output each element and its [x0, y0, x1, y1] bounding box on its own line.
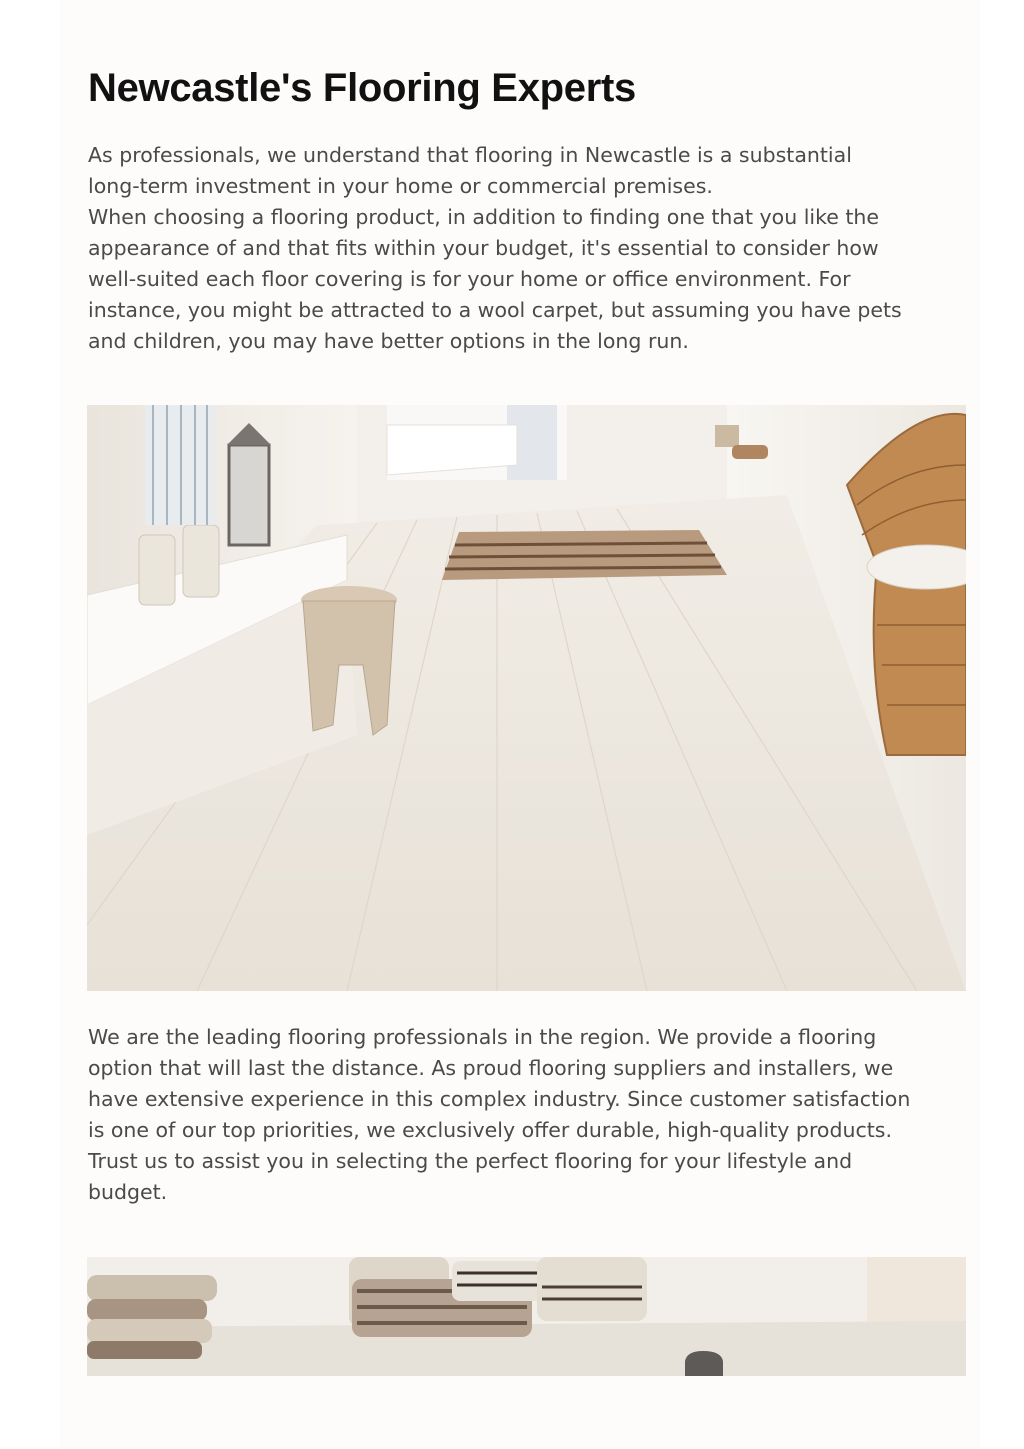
intro-paragraph	[88, 140, 968, 357]
intro-line: As professionals, we understand that flooring in Newcastle is a substantial	[88, 143, 852, 167]
body-line: budget.	[88, 1180, 168, 1204]
white-plank-floor-room-photo	[87, 405, 966, 991]
intro-line: and children, you may have better options in the long run.	[88, 329, 689, 353]
body-line: is one of our top priorities, we exclusively offer durable, high-quality products.	[88, 1118, 892, 1142]
intro-line: appearance of and that fits within your budget, it's essential to consider how	[88, 236, 879, 260]
intro-line: instance, you might be attracted to a wool carpet, but assuming you have pets	[88, 298, 902, 322]
intro-line: long-term investment in your home or commercial premises.	[88, 174, 713, 198]
intro-line: When choosing a flooring product, in addition to finding one that you like the	[88, 205, 880, 229]
bench-with-cushions-photo	[87, 1257, 966, 1376]
body-line: Trust us to assist you in selecting the perfect flooring for your lifestyle and	[88, 1149, 853, 1173]
body-line: We are the leading flooring professionals in the region. We provide a flooring	[88, 1025, 877, 1049]
body-line: have extensive experience in this complex industry. Since customer satisfaction	[88, 1087, 911, 1111]
body-paragraph	[88, 1022, 968, 1208]
intro-line: well-suited each floor covering is for your home or office environment. For	[88, 267, 851, 291]
page-title: Newcastle's Flooring Experts	[88, 66, 636, 110]
body-line: option that will last the distance. As proud flooring suppliers and installers, we	[88, 1056, 894, 1080]
